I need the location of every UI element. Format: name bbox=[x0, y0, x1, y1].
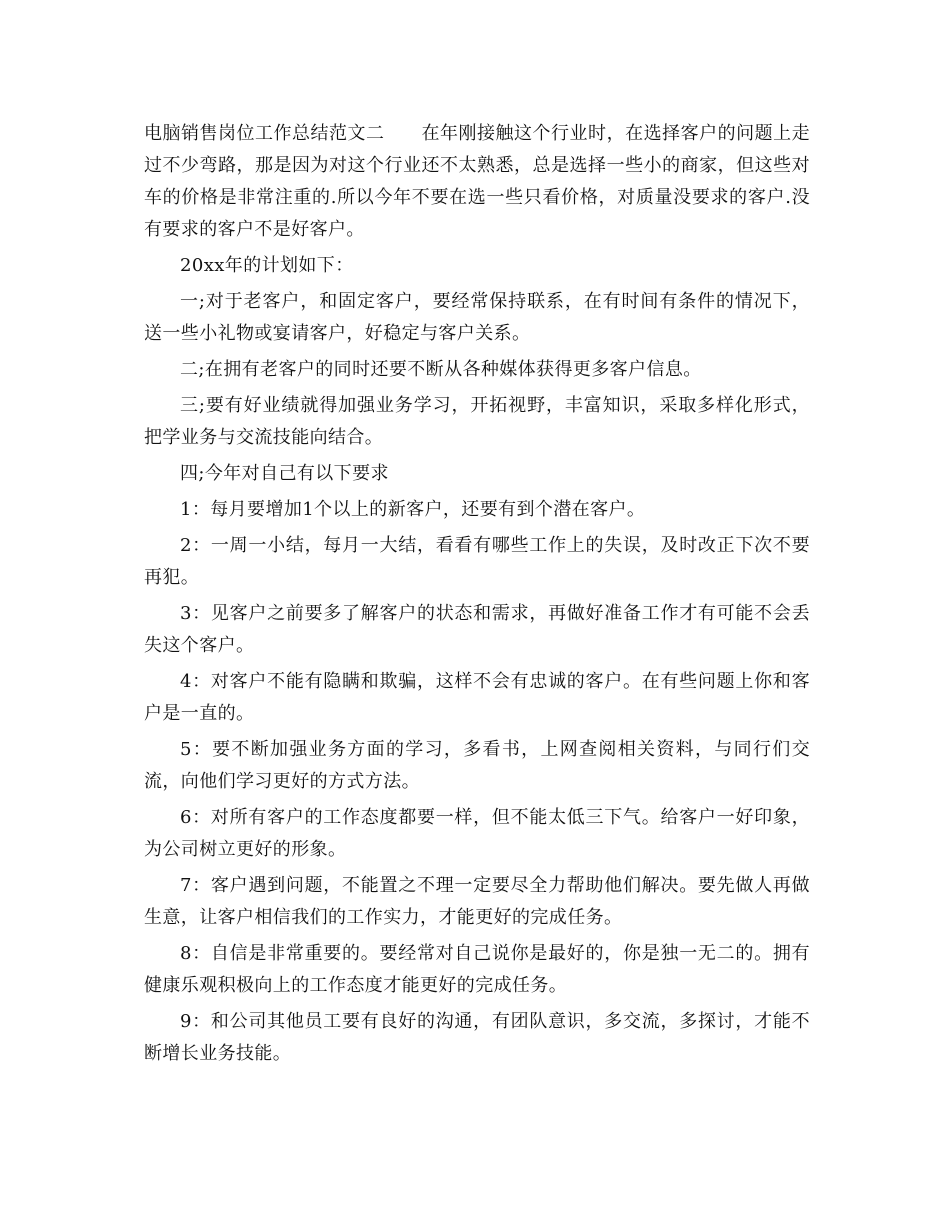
paragraph-intro: 电脑销售岗位工作总结范文二 在年刚接触这个行业时，在选择客户的问题上走过不少弯路，那是因为对这个行业还不太熟悉，总是选择一些小的商家，但这些对车的价格是非常注重的.所以今年不要在选一些只看价格，对质量没要求的客户.没有要求的客户不是好客户。 bbox=[144, 123, 810, 240]
document-body bbox=[144, 118, 810, 1070]
paragraph-item-4: 四;今年对自己有以下要求 bbox=[180, 463, 389, 484]
paragraph-item-3: 三;要有好业绩就得加强业务学习，开拓视野，丰富知识，采取多样化形式，把学业务与交流技能向结合。 bbox=[144, 395, 810, 448]
paragraph-requirement-2: 2：一周一小结，每月一大结，看看有哪些工作上的失误，及时改正下次不要再犯。 bbox=[144, 535, 810, 588]
paragraph-plan-heading: 20xx年的计划如下： bbox=[180, 255, 354, 276]
paragraph-item-1: 一;对于老客户，和固定客户，要经常保持联系，在有时间有条件的情况下，送一些小礼物或宴请客户，好稳定与客户关系。 bbox=[144, 291, 810, 344]
paragraph-requirement-8: 8：自信是非常重要的。要经常对自己说你是最好的，你是独一无二的。拥有健康乐观积极向上的工作态度才能更好的完成任务。 bbox=[144, 943, 810, 996]
paragraph-requirement-3: 3：见客户之前要多了解客户的状态和需求，再做好准备工作才有可能不会丢失这个客户。 bbox=[144, 603, 810, 656]
paragraph-requirement-9: 9：和公司其他员工要有良好的沟通，有团队意识，多交流，多探讨，才能不断增长业务技能。 bbox=[144, 1011, 810, 1064]
paragraph-requirement-1: 1：每月要增加1个以上的新客户，还要有到个潜在客户。 bbox=[180, 499, 646, 520]
paragraph-requirement-5: 5：要不断加强业务方面的学习，多看书，上网查阅相关资料，与同行们交流，向他们学习更好的方式方法。 bbox=[144, 739, 810, 792]
paragraph-requirement-6: 6：对所有客户的工作态度都要一样，但不能太低三下气。给客户一好印象，为公司树立更好的形象。 bbox=[144, 807, 810, 860]
paragraph-requirement-7: 7：客户遇到问题，不能置之不理一定要尽全力帮助他们解决。要先做人再做生意，让客户相信我们的工作实力，才能更好的完成任务。 bbox=[144, 875, 810, 928]
paragraph-requirement-4: 4：对客户不能有隐瞒和欺骗，这样不会有忠诚的客户。在有些问题上你和客户是一直的。 bbox=[144, 671, 810, 724]
paragraph-item-2: 二;在拥有老客户的同时还要不断从各种媒体获得更多客户信息。 bbox=[180, 359, 702, 380]
